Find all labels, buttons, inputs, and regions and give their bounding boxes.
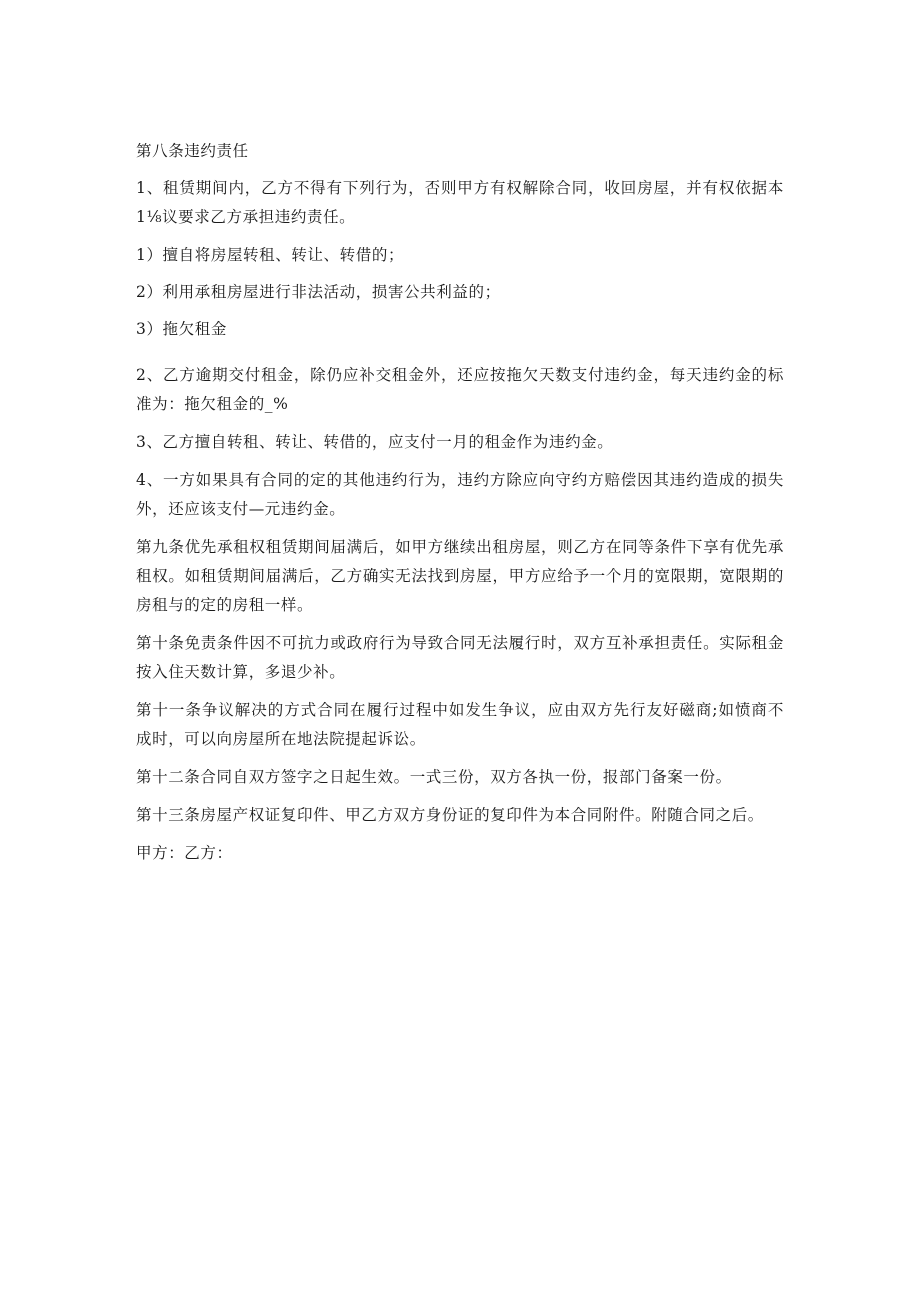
article-11-paragraph: 第十一条争议解决的方式合同在履行过程中如发生争议，应由双方先行友好磁商;如愤商不成时，可以向房屋所在地法院提起诉讼。 <box>136 701 784 748</box>
article-8-clause-4: 4、一方如果具有合同的定的其他违约行为，违约方除应向守约方赔偿因其违约造成的损失外，还应该支付—元违约金。 <box>136 471 784 518</box>
article-9-paragraph: 第九条优先承租权租赁期间届满后，如甲方继续出租房屋，则乙方在同等条件下享有优先承租权。如租赁期间届满后，乙方确实无法找到房屋，甲方应给予一个月的宽限期，宽限期的房租与的定的房租一样。 <box>136 538 784 614</box>
article-12-paragraph: 第十二条合同自双方签字之日起生效。一式三份，双方各执一份，报部门备案一份。 <box>136 768 732 786</box>
article-8-title: 第八条违约责任 <box>136 142 249 160</box>
signature-line: 甲方：乙方： <box>136 844 233 862</box>
article-13-paragraph: 第十三条房屋产权证复印件、甲乙方双方身份证的复印件为本合同附件。附随合同之后。 <box>136 806 764 824</box>
article-8-item-1: 1）擅自将房屋转租、转让、转借的； <box>136 246 405 264</box>
article-8-clause-2: 2、乙方逾期交付租金，除仍应补交租金外，还应按拖欠天数支付违约金，每天违约金的标准为：拖欠租金的_% <box>136 366 784 413</box>
article-8-clause-1: 1、租赁期间内，乙方不得有下列行为，否则甲方有权解除合同，收回房屋，并有权依据本1⅛议要求乙方承担违约责任。 <box>136 179 784 226</box>
article-8-item-3: 3）拖欠租金 <box>136 320 227 338</box>
document-body <box>136 137 784 877</box>
article-8-item-2: 2）利用承租房屋进行非法活动，损害公共利益的； <box>136 283 501 301</box>
article-10-paragraph: 第十条免责条件因不可抗力或政府行为导致合同无法履行时，双方互补承担责任。实际租金按入住天数计算，多退少补。 <box>136 634 784 681</box>
article-8-clause-3: 3、乙方擅自转租、转让、转借的，应支付一月的租金作为违约金。 <box>136 433 614 451</box>
